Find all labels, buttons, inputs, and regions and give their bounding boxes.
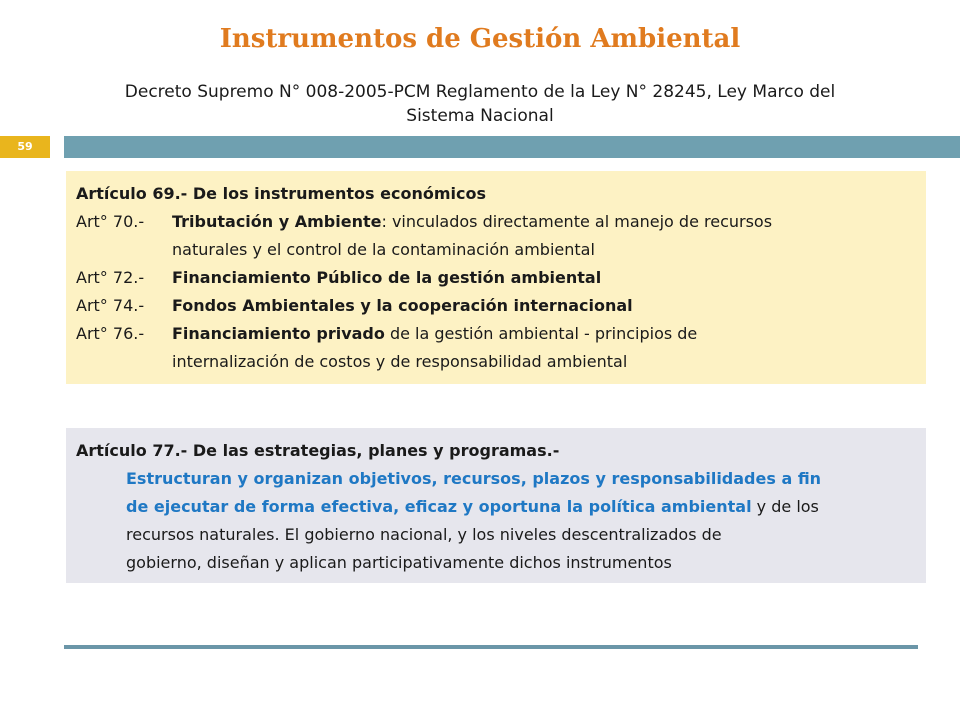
article-title: Financiamiento Público de la gestión ambiental [172,268,602,287]
slide-title: Instrumentos de Gestión Ambiental [219,24,741,54]
panel-heading: Artículo 69.- De los instrumentos económicos [76,184,486,203]
text-line-4: gobierno, diseñan y aplican participativamente dichos instrumentos [126,553,672,572]
article-title: Financiamiento privado [172,324,385,343]
footer-rule [64,645,918,649]
economic-instruments-panel [66,171,926,384]
article-number: Art° 74.- [76,296,145,315]
strategies-panel [66,428,926,583]
article-title: Tributación y Ambiente [172,212,382,231]
article-number: Art° 72.- [76,268,145,287]
plain-text-line-2: y de los [751,497,819,516]
article-continuation: naturales y el control de la contaminación ambiental [172,240,595,259]
slide-number: 59 [0,136,50,158]
article-line [76,264,916,292]
highlight-text-line-1: Estructuran y organizan objetivos, recursos, plazos y responsabilidades a fin [126,469,822,488]
article-line [76,292,916,320]
panel-heading: Artículo 77.- De las estrategias, planes y programas.- [76,441,560,460]
subtitle-line-1: Decreto Supremo N° 008-2005-PCM Reglamento de la Ley N° 28245, Ley Marco del [124,82,836,102]
article-text: : vinculados directamente al manejo de recursos [381,212,773,231]
highlight-text-line-2: de ejecutar de forma efectiva, eficaz y oportuna la política ambiental [126,497,752,516]
article-line [76,208,916,236]
text-line-3: recursos naturales. El gobierno nacional, y los niveles descentralizados de [126,525,722,544]
article-text: de la gestión ambiental - principios de [384,324,698,343]
article-continuation: internalización de costos y de responsabilidad ambiental [172,352,628,371]
subtitle-line-2: Sistema Nacional [406,106,554,126]
mixed-text-line-2 [76,493,916,521]
article-title: Fondos Ambientales y la cooperación internacional [172,296,633,315]
header-bar [64,136,960,158]
article-line [76,320,916,348]
article-number: Art° 76.- [76,324,145,343]
article-number: Art° 70.- [76,212,145,231]
slide-subtitle [50,80,910,128]
